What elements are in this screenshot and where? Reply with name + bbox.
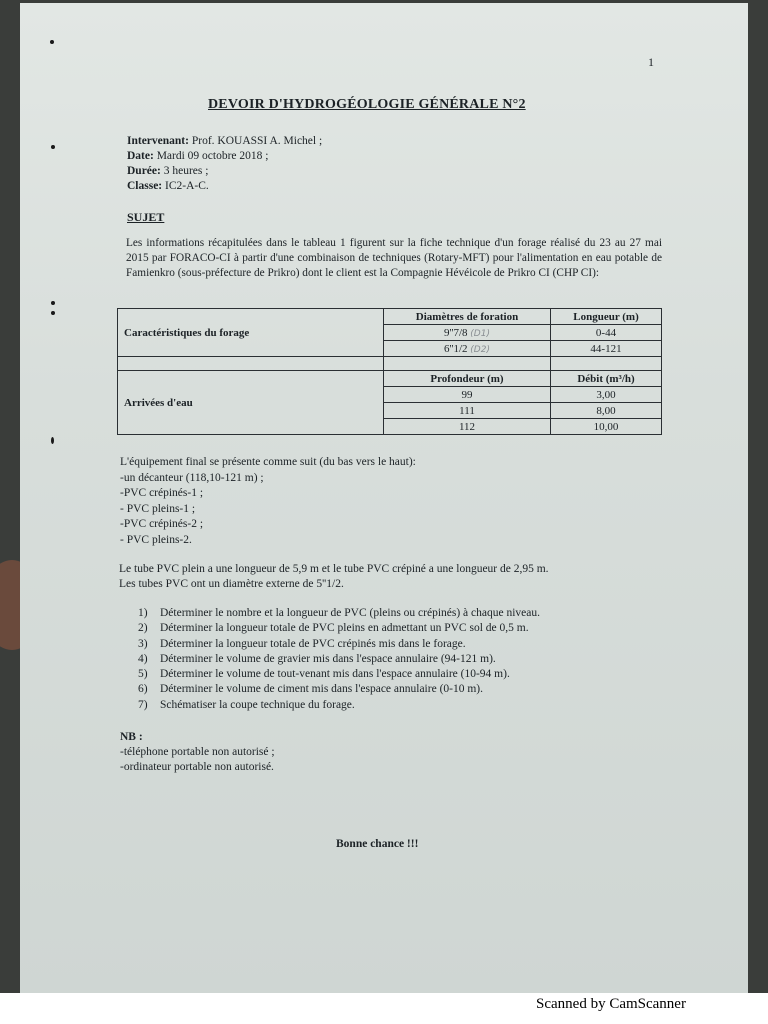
margin-mark [51, 437, 54, 444]
tubes-line: Les tubes PVC ont un diamètre externe de 5''1/2. [119, 578, 344, 590]
page-number: 1 [648, 55, 654, 69]
question-text: Déterminer la longueur totale de PVC pleins en admettant un PVC sol de 0,5 m. [160, 622, 529, 635]
question-text: Déterminer le volume de gravier mis dans l'espace annulaire (94-121 m). [160, 652, 496, 665]
info-label: Classe: [127, 180, 163, 192]
question-number: 7) [138, 698, 148, 711]
margin-mark [51, 145, 55, 149]
table-spacer [551, 357, 662, 371]
col-diametres: Diamètres de foration [384, 309, 551, 325]
equipement-line: L'équipement final se présente comme suit (du bas vers le haut): [120, 456, 416, 468]
paper-sheet [20, 3, 748, 993]
tubes-line: Le tube PVC plein a une longueur de 5,9 m et le tube PVC crépiné a une longueur de 2,95 m. [119, 563, 549, 575]
equipement-line: -PVC crépinés-2 ; [120, 518, 204, 531]
question-item [138, 606, 540, 621]
handwritten-note: (D1) [470, 328, 490, 339]
longueur-cell: 44-121 [551, 341, 662, 357]
closing-text: Bonne chance !!! [336, 838, 419, 850]
info-value: IC2-A-C. [162, 180, 209, 192]
equipement-line: - PVC pleins-2. [120, 533, 192, 546]
sujet-heading: SUJET [127, 210, 165, 224]
tubes-info [119, 562, 549, 592]
col-longueur: Longueur (m) [551, 309, 662, 325]
equipement-line: -un décanteur (118,10-121 m) ; [120, 471, 264, 484]
nb-section [120, 730, 275, 775]
caracteristiques-label: Caractéristiques du forage [118, 309, 384, 357]
info-value: Mardi 09 octobre 2018 ; [153, 150, 269, 162]
col-debit: Débit (m³/h) [551, 371, 662, 387]
info-label: Intervenant: [127, 135, 189, 147]
question-number: 4) [138, 652, 148, 665]
question-number: 5) [138, 668, 148, 681]
question-number: 6) [138, 683, 148, 696]
question-text: Schématiser la coupe technique du forage. [160, 698, 355, 711]
margin-mark [51, 301, 55, 305]
info-label: Durée: [127, 165, 161, 177]
info-value: 3 heures ; [160, 165, 209, 177]
debit-cell: 3,00 [551, 387, 662, 403]
questions-list [138, 606, 540, 713]
diametre-value: 9''7/8 [444, 326, 468, 339]
table-spacer [118, 357, 384, 371]
table-spacer [384, 357, 551, 371]
debit-cell: 10,00 [551, 419, 662, 435]
question-number: 3) [138, 637, 148, 650]
question-item [138, 682, 540, 697]
question-text: Déterminer la longueur totale de PVC crépinés mis dans le forage. [160, 637, 466, 650]
arrivees-label: Arrivées d'eau [118, 371, 384, 435]
profondeur-cell: 112 [384, 419, 551, 435]
document-title: DEVOIR D'HYDROGÉOLOGIE GÉNÉRALE N°2 [208, 97, 526, 112]
profondeur-cell: 111 [384, 403, 551, 419]
margin-mark [51, 311, 55, 315]
intro-paragraph: Les informations récapitulées dans le tableau 1 figurent sur la fiche technique d'un forage réalisé du 23 au 27 mai 2015 par FORACO-CI à partir d'une combinaison de techniques (Rotary-MFT) pour l'alimentation en eau potable de Famienkro (sous-préfecture de Prikro) dont le client est la Compagnie Hévéicole de Prikro CI (CHP CI): [126, 237, 662, 279]
forage-table [117, 308, 662, 435]
debit-cell: 8,00 [551, 403, 662, 419]
question-text: Déterminer le volume de tout-venant mis dans l'espace annulaire (10-94 m). [160, 668, 510, 681]
diametre-cell [384, 341, 551, 357]
question-item [138, 667, 540, 682]
info-line [127, 164, 322, 179]
scanner-footer: Scanned by CamScanner [536, 996, 686, 1012]
diametre-cell [384, 325, 551, 341]
question-number: 2) [138, 622, 148, 635]
question-item [138, 698, 540, 713]
info-line [127, 134, 322, 149]
nb-item: -ordinateur portable non autorisé. [120, 761, 274, 773]
profondeur-cell: 99 [384, 387, 551, 403]
equipement-list [120, 455, 416, 549]
info-line [127, 179, 322, 194]
diametre-value: 6''1/2 [444, 342, 468, 355]
handwritten-note: (D2) [470, 344, 490, 355]
info-line [127, 149, 322, 164]
question-item [138, 652, 540, 667]
question-text: Déterminer le volume de ciment mis dans l'espace annulaire (0-10 m). [160, 683, 483, 696]
info-label: Date: [127, 150, 154, 162]
nb-heading: NB : [120, 731, 143, 743]
question-text: Déterminer le nombre et la longueur de PVC (pleins ou crépinés) à chaque niveau. [160, 607, 541, 619]
nb-item: -téléphone portable non autorisé ; [120, 746, 275, 758]
question-number: 1) [138, 607, 148, 619]
longueur-cell: 0-44 [551, 325, 662, 341]
col-profondeur: Profondeur (m) [384, 371, 551, 387]
margin-mark [50, 40, 54, 44]
equipement-line: - PVC pleins-1 ; [120, 502, 196, 515]
equipement-line: -PVC crépinés-1 ; [120, 487, 204, 500]
question-item [138, 621, 540, 636]
info-value: Prof. KOUASSI A. Michel ; [188, 135, 323, 147]
exam-info [127, 134, 322, 194]
question-item [138, 637, 540, 652]
